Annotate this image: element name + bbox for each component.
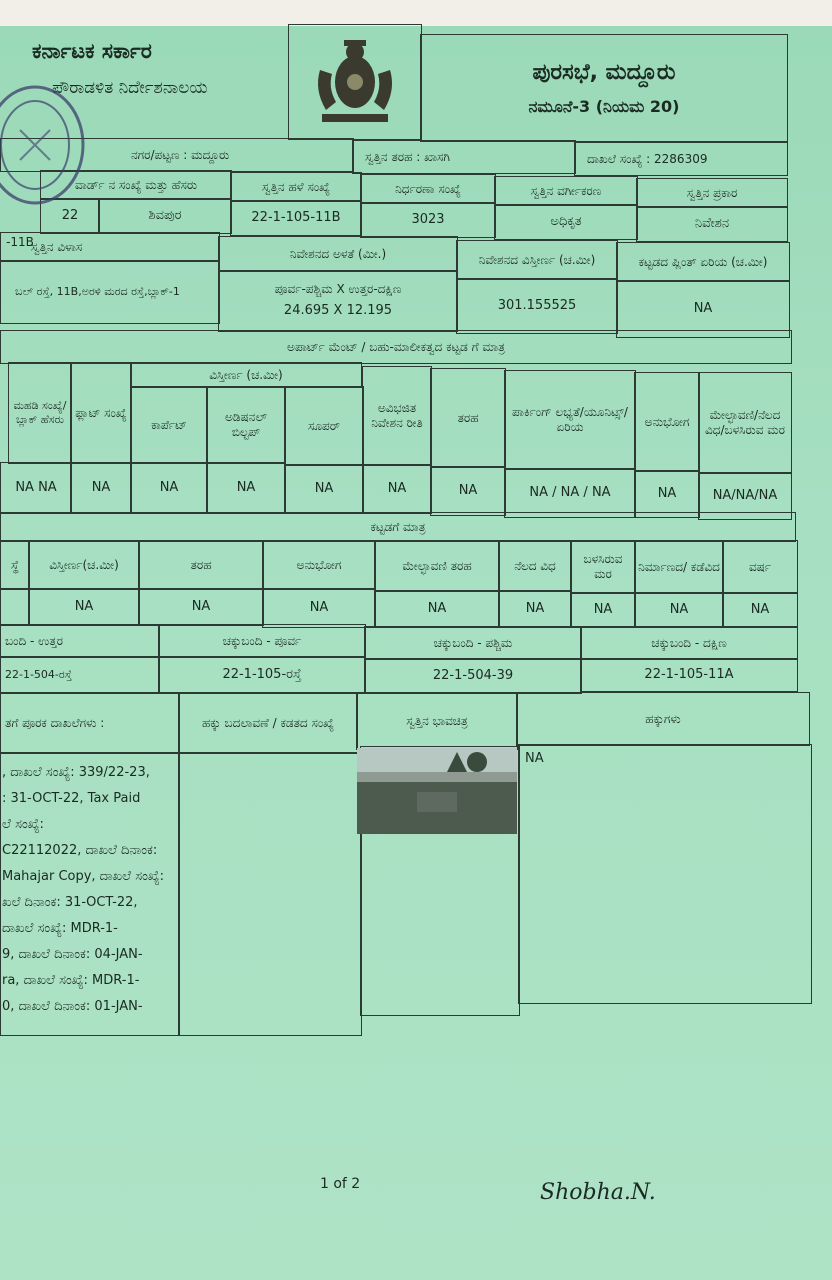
classification-label: ಸ್ವತ್ತಿನ ವರ್ಗೀಕರಣ bbox=[494, 176, 638, 206]
plinth-area-value: NA bbox=[616, 280, 790, 338]
bld-usage-value: NA bbox=[262, 588, 376, 628]
apt-roof-value: NA/NA/NA bbox=[698, 472, 792, 520]
address-value: ಬಲ್ ರಸ್ತೆ, 11B,ಅರಳಿ ಮರದ ರಸ್ತೆ,ಬ್ಲಾಕ್-1 bbox=[0, 260, 220, 324]
doc-line: , ದಾಖಲೆ ಸಂಖ್ಯೆ: 339/22-23, bbox=[2, 765, 150, 780]
rights-value: NA bbox=[518, 744, 812, 1004]
bld-kind-value: NA bbox=[138, 588, 264, 626]
office-seal-icon bbox=[0, 80, 90, 210]
boundary-west-value: 22-1-504-39 bbox=[364, 658, 582, 694]
bld-area-value: NA bbox=[28, 588, 140, 626]
apt-usage-header: ಅನುಭೋಗ bbox=[634, 372, 700, 472]
property-photo-image bbox=[357, 748, 517, 834]
rights-transfer-header: ಹಕ್ಕು ಬದಲಾವಣೆ / ಕಡತದ ಸಂಖ್ಯೆ bbox=[178, 692, 358, 754]
apt-additional-header: ಅಡಿಷನಲ್ ಬಿಲ್ಟಪ್ bbox=[206, 386, 286, 464]
boundary-south-value: 22-1-105-11A bbox=[580, 658, 798, 692]
address-label: ಸ್ವತ್ತಿನ ವಿಳಾಸ bbox=[0, 232, 220, 262]
doc-line: ಖಲೆ ದಿನಾಂಕ: 31-OCT-22, bbox=[2, 895, 138, 910]
apt-parking-header: ಪಾರ್ಕಿಂಗ್ ಲಭ್ಯತೆ/ಯೂನಿಟ್ಸ್/ಏರಿಯ bbox=[504, 370, 636, 470]
assessment-label: ನಿರ್ಧರಣಾ ಸಂಖ್ಯೆ bbox=[360, 174, 496, 204]
boundary-east-value: 22-1-105-ರಸ್ತೆ bbox=[158, 656, 366, 694]
bld-built-header: ನಿರ್ಮಾಣದ/ ಕಡೆವಿದ bbox=[634, 540, 724, 594]
apt-roof-header: ಮೇಲ್ಛಾವಣಿ/ನೆಲದ ವಿಧ/ಬಳಸಿರುವ ಮರ bbox=[698, 372, 792, 474]
rights-transfer-cell bbox=[178, 752, 362, 1036]
city-field: ನಗರ/ಪಟ್ಟಣ : ಮದ್ದೂರು bbox=[0, 138, 354, 172]
doc-line: C22112022, ದಾಖಲೆ ದಿನಾಂಕ: bbox=[2, 843, 158, 858]
bld-built-value: NA bbox=[634, 592, 724, 628]
rights-header: ಹಕ್ಕುಗಳು bbox=[516, 692, 810, 746]
apt-parking-value: NA / NA / NA bbox=[504, 468, 636, 518]
ward-label: ವಾರ್ಡ್ ನ ಸಂಖ್ಯೆ ಮತ್ತು ಹೆಸರು bbox=[40, 170, 232, 200]
apt-super-header: ಸೂಪರ್ bbox=[284, 386, 364, 466]
apt-undivided-value: NA bbox=[362, 464, 432, 514]
doc-line: ದಾಖಲೆ ಸಂಖ್ಯೆ: MDR-1- bbox=[2, 921, 118, 936]
apartment-section-title: ಅಪಾರ್ಟ್ ಮೆಂಟ್ / ಬಹು-ಮಾಲೀಕತ್ವದ ಕಟ್ಟಡ ಗೆ ಮಾತ್ರ bbox=[0, 330, 792, 364]
doc-line: Mahajar Copy, ದಾಖಲೆ ಸಂಖ್ಯೆ: bbox=[2, 869, 165, 884]
assessment-value: 3023 bbox=[360, 202, 496, 238]
site-area-label: ನಿವೇಶನದ ವಿಸ್ತೀರ್ಣ (ಚ.ಮೀ) bbox=[456, 240, 618, 280]
doc-line: 0, ದಾಖಲೆ ದಿನಾಂಕ: 01-JAN- bbox=[2, 999, 143, 1014]
classification-value: ಅಧಿಕೃತ bbox=[494, 204, 638, 240]
bld-side-value bbox=[0, 588, 30, 626]
boundary-north-label: ಬಂದಿ - ಉತ್ತರ bbox=[0, 624, 160, 658]
site-area-value: 301.155525 bbox=[456, 278, 618, 334]
bld-wood-value: NA bbox=[570, 592, 636, 628]
boundary-south-label: ಚಕ್ಕುಬಂದಿ - ದಕ್ಷಿಣ bbox=[580, 626, 798, 660]
bld-usage-header: ಅನುಭೋಗ bbox=[262, 540, 376, 590]
municipality-name: ಪುರಸಭೆ, ಮದ್ದೂರು bbox=[532, 60, 676, 86]
state-emblem-icon bbox=[300, 30, 410, 130]
measure-box bbox=[218, 270, 458, 332]
apt-kind-value: NA bbox=[430, 466, 506, 516]
doc-line: ಲೆ ಸಂಖ್ಯೆ: bbox=[2, 817, 44, 832]
doc-line: : 31-OCT-22, Tax Paid bbox=[2, 791, 141, 806]
handwritten-signature: Shobha.N. bbox=[540, 1180, 656, 1205]
side-code: -11B bbox=[6, 234, 34, 249]
old-number-label: ಸ್ವತ್ತಿನ ಹಳೆ ಸಂಖ್ಯೆ bbox=[230, 172, 362, 202]
measure-value: 24.695 X 12.195 bbox=[283, 303, 393, 319]
apartment-area-group: ವಿಸ್ತೀರ್ಣ (ಚ.ಮೀ) bbox=[130, 362, 362, 388]
directorate-title: ಪೌರಾಡಳಿತ ನಿರ್ದೇಶನಾಲಯ bbox=[52, 78, 208, 99]
supporting-docs-header: ತಗೆ ಪೂರಕ ದಾಖಲೆಗಳು : bbox=[0, 692, 180, 754]
building-section-title: ಕಟ್ಟಡಗೆ ಮಾತ್ರ bbox=[0, 512, 796, 542]
bld-year-header: ವರ್ಷ bbox=[722, 540, 798, 594]
bld-area-header: ವಿಸ್ತೀರ್ಣ(ಚ.ಮೀ) bbox=[28, 540, 140, 590]
bld-floor-value: NA bbox=[498, 590, 572, 628]
apt-additional-value: NA bbox=[206, 462, 286, 514]
bld-kind-header: ತರಹ bbox=[138, 540, 264, 590]
property-kind-field: ಸ್ವತ್ತಿನ ತರಹ : ಖಾಸಗಿ bbox=[352, 140, 576, 174]
municipality-box bbox=[420, 34, 788, 142]
old-number-value: 22-1-105-11B bbox=[230, 200, 362, 236]
page-number: 1 of 2 bbox=[320, 1176, 361, 1192]
boundary-north-value: 22-1-504-ರಸ್ತೆ bbox=[0, 656, 160, 694]
apt-carpet-value: NA bbox=[130, 462, 208, 514]
record-number-field: ದಾಖಲೆ ಸಂಖ್ಯೆ : 2286309 bbox=[574, 142, 788, 176]
apt-floor-value: NA NA bbox=[0, 462, 72, 514]
apt-undivided-header: ಅವಿಭಜಿತ ನಿವೇಶನ ರೀತಿ bbox=[362, 366, 432, 466]
measure-label: ನಿವೇಶನದ ಅಳತೆ (ಮೀ.) bbox=[218, 236, 458, 272]
apt-usage-value: NA bbox=[634, 470, 700, 518]
ward-number: 22 bbox=[40, 198, 100, 234]
property-type-label: ಸ್ವತ್ತಿನ ಪ್ರಕಾರ bbox=[636, 178, 788, 208]
apt-flat-header: ಫ್ಲಾಟ್ ಸಂಖ್ಯೆ bbox=[70, 362, 132, 464]
supporting-docs-list bbox=[2, 760, 178, 1020]
apt-floor-header: ಮಹಡಿ ಸಂಖ್ಯೆ/ಬ್ಲಾಕ್ ಹೆಸರು bbox=[8, 362, 72, 464]
govt-title: ಕರ್ನಾಟಕ ಸರ್ಕಾರ bbox=[32, 38, 152, 63]
doc-line: ra, ದಾಖಲೆ ಸಂಖ್ಯೆ: MDR-1- bbox=[2, 973, 140, 988]
plinth-area-label: ಕಟ್ಟಡದ ಪ್ಲಿಂತ್ ಏರಿಯ (ಚ.ಮೀ) bbox=[616, 242, 790, 282]
apt-super-value: NA bbox=[284, 464, 364, 514]
apt-kind-header: ತರಹ bbox=[430, 368, 506, 468]
boundary-east-label: ಚಕ್ಕುಬಂದಿ - ಪೂರ್ವ bbox=[158, 624, 366, 658]
property-type-value: ನಿವೇಶನ bbox=[636, 206, 788, 242]
bld-floor-header: ನೆಲದ ವಿಧ bbox=[498, 540, 572, 592]
apt-carpet-header: ಕಾರ್ಪೆಟ್ bbox=[130, 386, 208, 464]
measure-direction: ಪೂರ್ವ-ಪಶ್ಚಿಮ X ಉತ್ತರ-ದಕ್ಷಿಣ bbox=[274, 282, 402, 297]
building-side-label: ಸ್ಥೆ bbox=[0, 540, 30, 590]
ward-name: ಶಿವಪುರ bbox=[98, 198, 232, 234]
bld-roof-value: NA bbox=[374, 590, 500, 628]
property-photo-header: ಸ್ವತ್ತಿನ ಭಾವಚಿತ್ರ bbox=[356, 692, 518, 750]
bld-roof-header: ಮೇಲ್ಛಾವಣಿ ತರಹ bbox=[374, 540, 500, 592]
bld-wood-header: ಬಳಸಿರುವ ಮರ bbox=[570, 540, 636, 594]
doc-line: 9, ದಾಖಲೆ ದಿನಾಂಕ: 04-JAN- bbox=[2, 947, 143, 962]
boundary-west-label: ಚಕ್ಕುಬಂದಿ - ಪಶ್ಚಿಮ bbox=[364, 626, 582, 660]
form-number: ನಮೂನೆ-3 (ನಿಯಮ 20) bbox=[528, 96, 680, 116]
apt-flat-value: NA bbox=[70, 462, 132, 514]
bld-year-value: NA bbox=[722, 592, 798, 628]
